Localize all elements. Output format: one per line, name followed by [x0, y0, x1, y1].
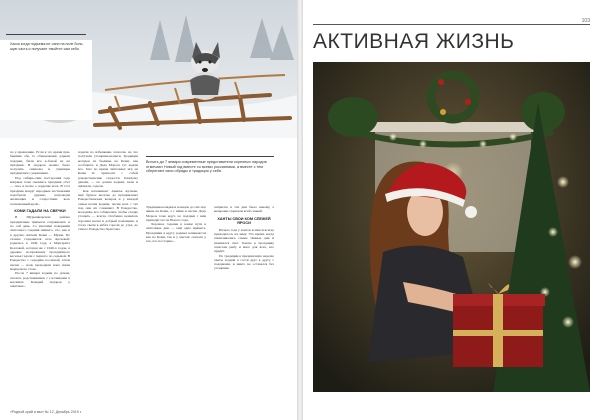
paragraph: Начало года у хантов и манси всегда приходилось на зиму. Это время, когда заканчивались самые тёмные дни и начинался снег. Ханты к празднику запасали рыбу и мясо для всех, кто придёт. [214, 227, 274, 254]
text-column-4 [214, 205, 274, 271]
paragraph: По традиции в праздничную неделю ханты ходили в гости друг к другу с подарками, и никто не оставался без угощения. [214, 253, 274, 271]
header-rule [313, 24, 590, 25]
text-column-1 [10, 150, 70, 289]
text-column-2 [78, 150, 138, 232]
section-title: АКТИВНАЯ ЖИЗНЬ [313, 30, 515, 53]
magazine-footer: «Родной край и мы» № 12, Декабрь 2019 г. [10, 410, 82, 414]
left-page [0, 0, 297, 420]
subheading-khanty: ХАНТЫ СВОИ КОМ СЛЕЖЕЙ ЯРОСИ [217, 216, 271, 226]
caption-rule [6, 34, 86, 35]
paragraph: Традиции колядки и колядок до сих пор живы на Коми, а с ними и песни. Деда Мороза тоже ждут, но подарки с ним приходят после Нового года. [146, 205, 206, 222]
photo-caption: Хаски когда подъема-ют сани на поле боль-шую часть и получают «выйти» сам себя. [10, 42, 84, 51]
paragraph: Под сибирь-ские настроения года впервые тоже смеялись праздник «Тет — сне» в песне о сердечке всех. В этот праздник вокруг народные чествования подобрели дружно, награждая желающих и сладостями, весь заснеженный край... [10, 175, 70, 206]
christmas-photo [313, 62, 590, 392]
pullquote: Вплоть до 7 января современные представители коренных народов отмечают Новый год вместе со всеми россиянами, а вместе с тем сберегают свои обряды и традиции у себя. [146, 160, 267, 174]
paragraph: Хорошее гадание в конце пути в святочные дни — ещё одна примета. Праздники в кругу родных начинаются как на Коми, так и у хантов: сначала у тех, кто постарше... [146, 222, 206, 244]
text-column-3 [146, 205, 206, 244]
paragraph: запрягать в эти дни было некому, а вечерами отдыхали всей семьёй. [214, 205, 274, 214]
page-number: 103 [581, 18, 590, 24]
paragraph: После 7 января ходили по домам, сначала родственников с гостинцами в корзинах. Каждый подарок у заветных... [10, 271, 70, 289]
photo-caption-box [0, 40, 92, 120]
paragraph: В Шурышкарском районе праздничные приметы сохранились и по сей день. Со многими поверьями святочного гадания зимнего, что, как и в других, жители Коми — Мужы. По словам старожилов села Артеевой: родилась в 1949 году, а Маргарита Козловой, которая же с 1940-х годов, в деревне по-прежнему праздничного веселья гадали с первого по седьмой. В Рождество с середине посевной, затем песни — ночь проводили пока свечи мерцали на столе. [10, 215, 70, 272]
paragraph: по у-правлению. Если в это время при-бывшие обе, то обыкновенно дарили подарки, били все к-бовой не на праздник. В подарок можно было получить символы и сувениры праздничного украшения. [10, 150, 70, 176]
pullquote-rule [146, 156, 274, 157]
paragraph: ходили по избенками, плясали, на что получали угощение-шаньги. Традиции колядок из былины на Коми, как сообщают, и Деда Мороза тут ждали все. Зато во время святочных игр на Коми К. приносят с собой рождественские сладости. Каждому давали, — по домам ходили, пели и щёлкали, гадали. [78, 150, 138, 189]
paragraph: Как вспоминает Анисья Артеева, ещё бурное веселье до праздничных Рождественских вечеров и у каждой семьи песни водили, песни всех с тех пор они их сочиняют. В Рождество, молодёжь все собирались чтобы сладко угощать — всегда. Особенно ценилась хорошая песня и добрый помощник, и тогда свечи в избах горели до утра, до самого Рождества Христова. [78, 188, 138, 232]
right-page [303, 0, 600, 420]
subheading-komi: КОМИ ГАДАЛИ НА СВЕЧКИ [14, 208, 66, 213]
